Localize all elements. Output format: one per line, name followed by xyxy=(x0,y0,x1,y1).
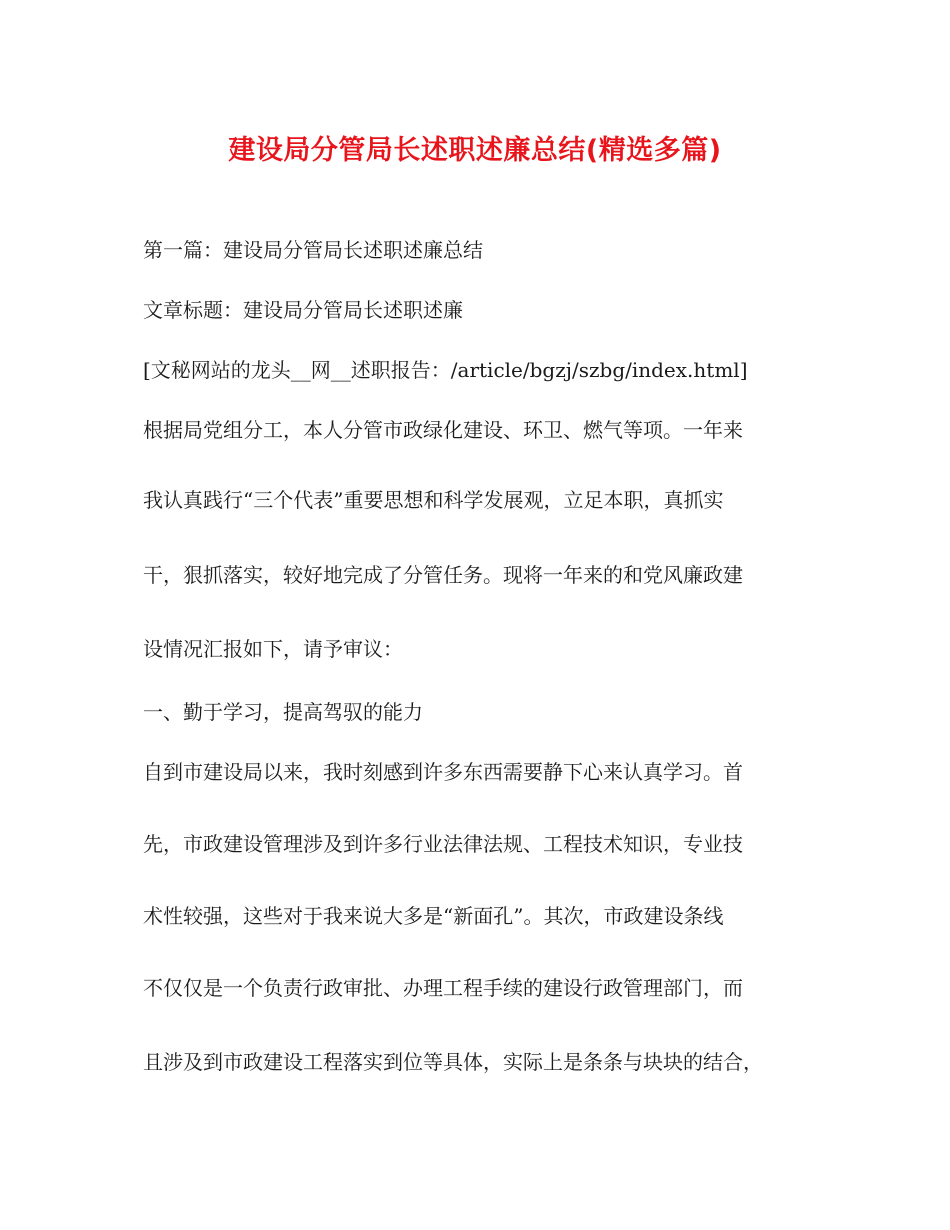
paragraph-line: 根据局党组分工，本人分管市政绿化建设、环卫、燃气等项。一年来 xyxy=(143,418,743,442)
document-title: 建设局分管局长述职述廉总结(精选多篇) xyxy=(228,135,722,166)
section-heading-first: 第一篇：建设局分管局长述职述廉总结 xyxy=(143,238,483,262)
article-title-line: 文章标题：建设局分管局长述职述廉 xyxy=(143,298,463,322)
paragraph-line: 术性较强，这些对于我来说大多是“新面孔”。其次，市政建设条线 xyxy=(143,904,724,928)
paragraph-line: 且涉及到市政建设工程落实到位等具体，实际上是条条与块块的结合， xyxy=(143,1050,763,1074)
paragraph-line: 不仅仅是一个负责行政审批、办理工程手续的建设行政管理部门，而 xyxy=(143,976,743,1000)
paragraph-line: 自到市建设局以来，我时刻感到许多东西需要静下心来认真学习。首 xyxy=(143,760,743,784)
paragraph-line: 先，市政建设管理涉及到许多行业法律法规、工程技术知识，专业技 xyxy=(143,832,743,856)
subsection-heading: 一、勤于学习，提高驾驭的能力 xyxy=(143,700,423,724)
paragraph-line: 干，狠抓落实，较好地完成了分管任务。现将一年来的和党风廉政建 xyxy=(143,563,743,587)
paragraph-line: 我认真践行“三个代表”重要思想和科学发展观，立足本职，真抓实 xyxy=(143,488,724,512)
source-reference-line: [文秘网站的龙头__网__述职报告：/article/bgzj/szbg/index.html] xyxy=(143,358,748,382)
paragraph-line: 设情况汇报如下，请予审议： xyxy=(143,637,403,661)
